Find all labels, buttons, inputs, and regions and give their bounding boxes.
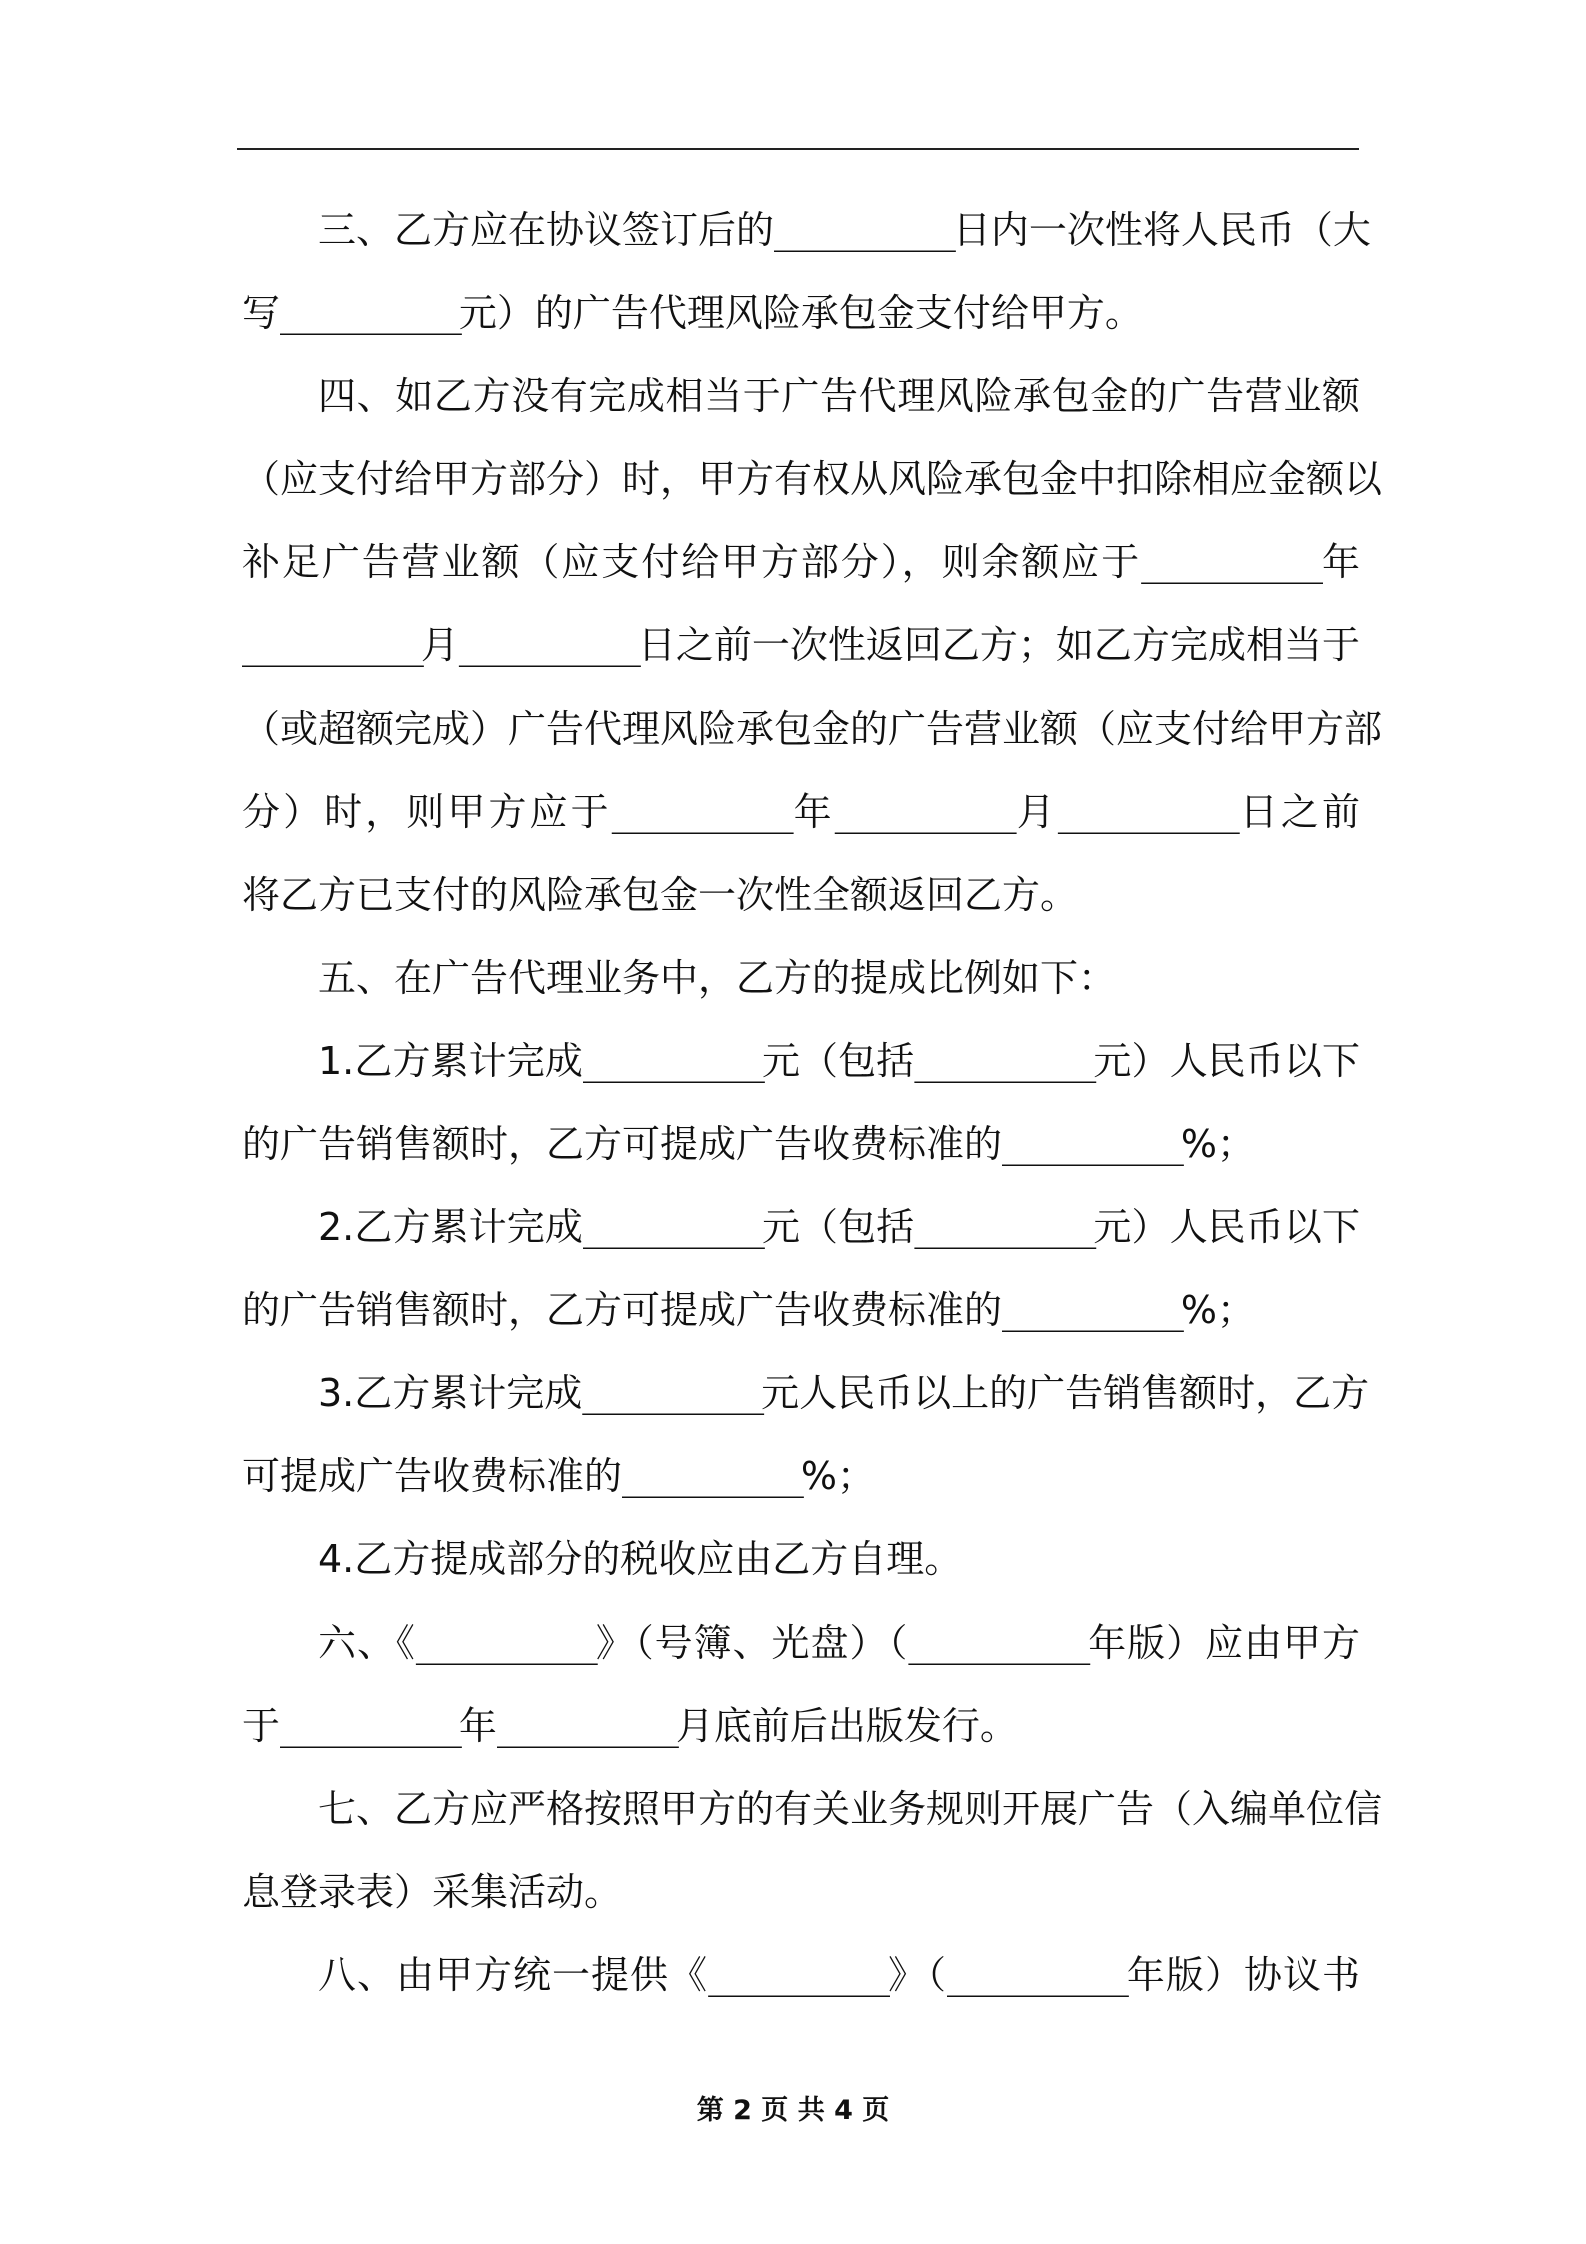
text-line: 1.乙方累计完成_________元（包括_________元）人民币以下 [318, 1039, 1360, 1083]
text-line: 七、乙方应严格按照甲方的有关业务规则开展广告（入编单位信 [318, 1787, 1383, 1831]
text-line: 写_________元）的广告代理风险承包金支付给甲方。 [242, 291, 1143, 335]
fill-in-blank: _________ [280, 1704, 459, 1748]
header-rule [237, 148, 1359, 150]
text-line: （应支付给甲方部分）时，甲方有权从风险承包金中扣除相应金额以 [242, 457, 1383, 501]
fill-in-blank: _________ [914, 1039, 1094, 1083]
text-line: （或超额完成）广告代理风险承包金的广告营业额（应支付给甲方部 [242, 707, 1383, 751]
text-line: 息登录表）采集活动。 [242, 1870, 623, 1914]
text-line: 的广告销售额时，乙方可提成广告收费标准的_________%； [242, 1288, 1256, 1332]
fill-in-blank: _________ [708, 1953, 887, 1997]
text-line: 八、由甲方统一提供《_________》（_________年版）协议书 [318, 1953, 1360, 1997]
fill-in-blank: _________ [1002, 1288, 1181, 1332]
fill-in-blank: _________ [496, 1704, 676, 1748]
text-line: 4.乙方提成部分的税收应由乙方自理。 [318, 1537, 963, 1581]
text-line: 补足广告营业额（应支付给甲方部分），则余额应于_________年 [242, 540, 1360, 584]
fill-in-blank: _________ [622, 1454, 801, 1498]
fill-in-blank: _________ [774, 208, 953, 252]
text-line: 的广告销售额时，乙方可提成广告收费标准的_________%； [242, 1122, 1256, 1166]
fill-in-blank: _________ [1057, 790, 1237, 834]
page-number-footer: 第 2 页 共 4 页 [696, 2095, 890, 2126]
fill-in-blank: _________ [947, 1953, 1126, 1997]
fill-in-blank: _________ [582, 1039, 762, 1083]
fill-in-blank: _________ [1141, 540, 1321, 584]
text-line: 六、《_________》（号簿、光盘）（_________年版）应由甲方 [318, 1621, 1360, 1665]
fill-in-blank: _________ [611, 790, 791, 834]
fill-in-blank: _________ [415, 1621, 595, 1665]
text-line: 分）时，则甲方应于_________年_________月_________日之前 [242, 790, 1360, 834]
fill-in-blank: _________ [582, 1205, 762, 1249]
fill-in-blank: _________ [582, 1371, 762, 1415]
text-line: 四、如乙方没有完成相当于广告代理风险承包金的广告营业额 [318, 374, 1360, 418]
fill-in-blank: _________ [914, 1205, 1094, 1249]
text-line: 三、乙方应在协议签订后的_________日内一次性将人民币（大 [318, 208, 1371, 252]
fill-in-blank: _________ [834, 790, 1014, 834]
text-line: 3.乙方累计完成_________元人民币以上的广告销售额时，乙方 [318, 1371, 1370, 1415]
text-line: 五、在广告代理业务中，乙方的提成比例如下： [318, 956, 1117, 1000]
fill-in-blank: _________ [908, 1621, 1088, 1665]
fill-in-blank: _________ [1002, 1122, 1181, 1166]
fill-in-blank: _________ [458, 623, 638, 667]
fill-in-blank: _________ [242, 623, 421, 667]
text-line: 于_________年_________月底前后出版发行。 [242, 1704, 1018, 1748]
fill-in-blank: _________ [280, 291, 459, 335]
text-line: 2.乙方累计完成_________元（包括_________元）人民币以下 [318, 1205, 1360, 1249]
text-line: 将乙方已支付的风险承包金一次性全额返回乙方。 [242, 873, 1079, 917]
text-line: _________月_________日之前一次性返回乙方；如乙方完成相当于 [242, 623, 1360, 667]
text-line: 可提成广告收费标准的_________%； [242, 1454, 876, 1498]
